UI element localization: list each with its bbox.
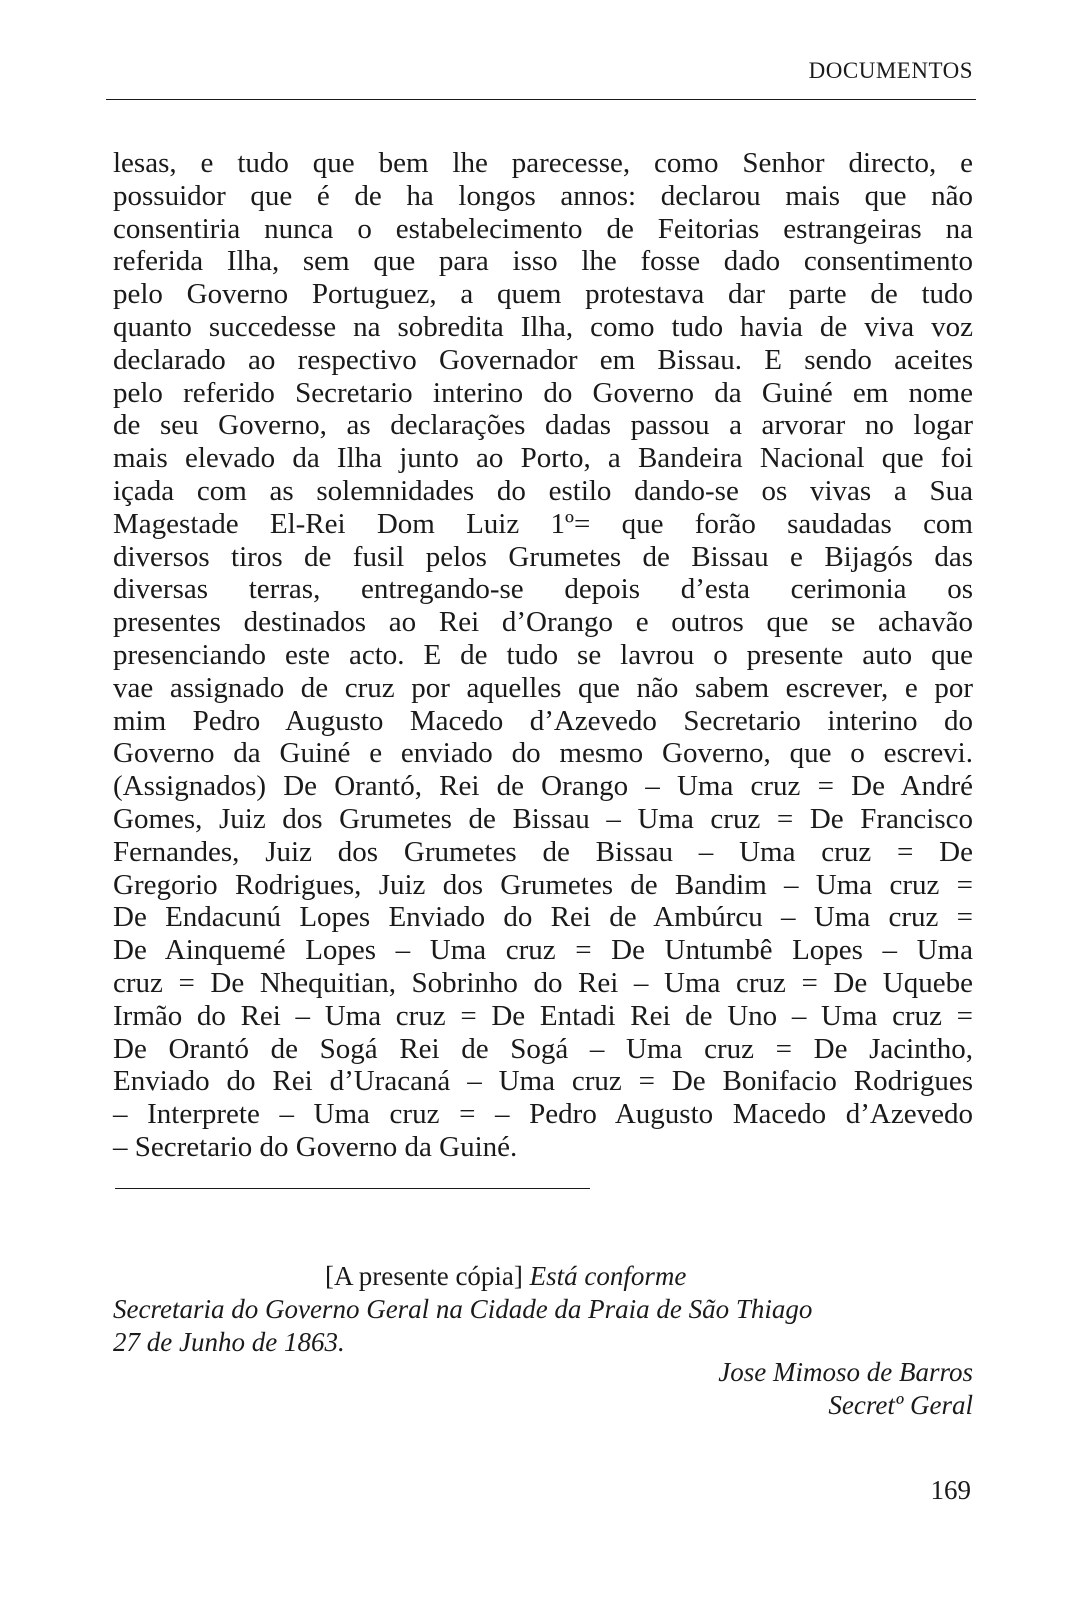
closing-block — [113, 1260, 973, 1359]
body-line: vae assignado de cruz por aquelles que não sabem escrever, e por — [113, 671, 973, 704]
body-line: quanto succedesse na sobredita Ilha, como tudo havia de viva voz — [113, 310, 973, 343]
body-line: diversas terras, entregando-se depois d’esta cerimonia os — [113, 573, 973, 606]
running-head: DOCUMENTOS — [808, 58, 973, 83]
body-line: de seu Governo, as declarações dadas passou a arvorar no logar — [113, 409, 973, 442]
body-line: pelo Governo Portuguez, a quem protestava dar parte de tudo — [113, 278, 973, 311]
signature-block — [718, 1356, 973, 1422]
header-rule — [106, 99, 976, 100]
conforme-text: Está conforme — [529, 1261, 687, 1291]
body-line: mim Pedro Augusto Macedo d’Azevedo Secretario interino do — [113, 704, 973, 737]
body-line: içada com as solemnidades do estilo dando-se os vivas a Sua — [113, 474, 973, 507]
closing-place: Secretaria do Governo Geral na Cidade da Praia de São Thiago — [113, 1294, 813, 1324]
body-line: consentiria nunca o estabelecimento de Feitorias estrangeiras na — [113, 212, 973, 245]
body-line: Irmão do Rei – Uma cruz = De Entadi Rei de Uno – Uma cruz = — [113, 999, 973, 1032]
body-line: – Secretario do Governo da Guiné. — [113, 1130, 518, 1163]
body-line: Magestade El-Rei Dom Luiz 1º= que forão saudadas com — [113, 507, 973, 540]
copy-attestation — [113, 1260, 973, 1293]
footnote-rule — [115, 1188, 590, 1189]
body-line: Gregorio Rodrigues, Juiz dos Grumetes de Bandim – Uma cruz = — [113, 868, 973, 901]
body-line: – Interprete – Uma cruz = – Pedro Augusto Macedo d’Azevedo — [113, 1098, 973, 1131]
body-line: De Endacunú Lopes Enviado do Rei de Ambúrcu – Uma cruz = — [113, 901, 973, 934]
body-line: lesas, e tudo que bem lhe parecesse, como Senhor directo, e — [113, 147, 973, 179]
body-line: (Assignados) De Orantó, Rei de Orango – Uma cruz = De André — [113, 770, 973, 803]
body-line: presentes destinados ao Rei d’Orango e outros que se achavão — [113, 606, 973, 639]
body-line: Enviado do Rei d’Uracaná – Uma cruz = De Bonifacio Rodrigues — [113, 1065, 973, 1098]
signatory-title: Secretº Geral — [828, 1390, 973, 1420]
page-number: 169 — [930, 1475, 971, 1505]
body-line: declarado ao respectivo Governador em Bissau. E sendo aceites — [113, 343, 973, 376]
closing-date: 27 de Junho de 1863. — [113, 1327, 345, 1357]
body-line: Governo da Guiné e enviado do mesmo Governo, que o escrevi. — [113, 737, 973, 770]
body-line: cruz = De Nhequitian, Sobrinho do Rei – Uma cruz = De Uquebe — [113, 966, 973, 999]
body-line: Fernandes, Juiz dos Grumetes de Bissau – Uma cruz = De — [113, 835, 973, 868]
body-line: possuidor que é de ha longos annos: declarou mais que não — [113, 179, 973, 212]
body-line: presenciando este acto. E de tudo se lavrou o presente auto que — [113, 638, 973, 671]
copy-note: [A presente cópia] — [325, 1261, 523, 1291]
body-text — [113, 147, 973, 1164]
body-line: Gomes, Juiz dos Grumetes de Bissau – Uma cruz = De Francisco — [113, 802, 973, 835]
body-line: mais elevado da Ilha junto ao Porto, a Bandeira Nacional que foi — [113, 442, 973, 475]
body-line: pelo referido Secretario interino do Governo da Guiné em nome — [113, 376, 973, 409]
body-line: De Orantó de Sogá Rei de Sogá – Uma cruz = De Jacintho, — [113, 1032, 973, 1065]
body-line: De Ainquemé Lopes – Uma cruz = De Untumbê Lopes – Uma — [113, 934, 973, 967]
signatory-name: Jose Mimoso de Barros — [718, 1357, 973, 1387]
body-line: referida Ilha, sem que para isso lhe fosse dado consentimento — [113, 245, 973, 278]
body-line: diversos tiros de fusil pelos Grumetes de Bissau e Bijagós das — [113, 540, 973, 573]
